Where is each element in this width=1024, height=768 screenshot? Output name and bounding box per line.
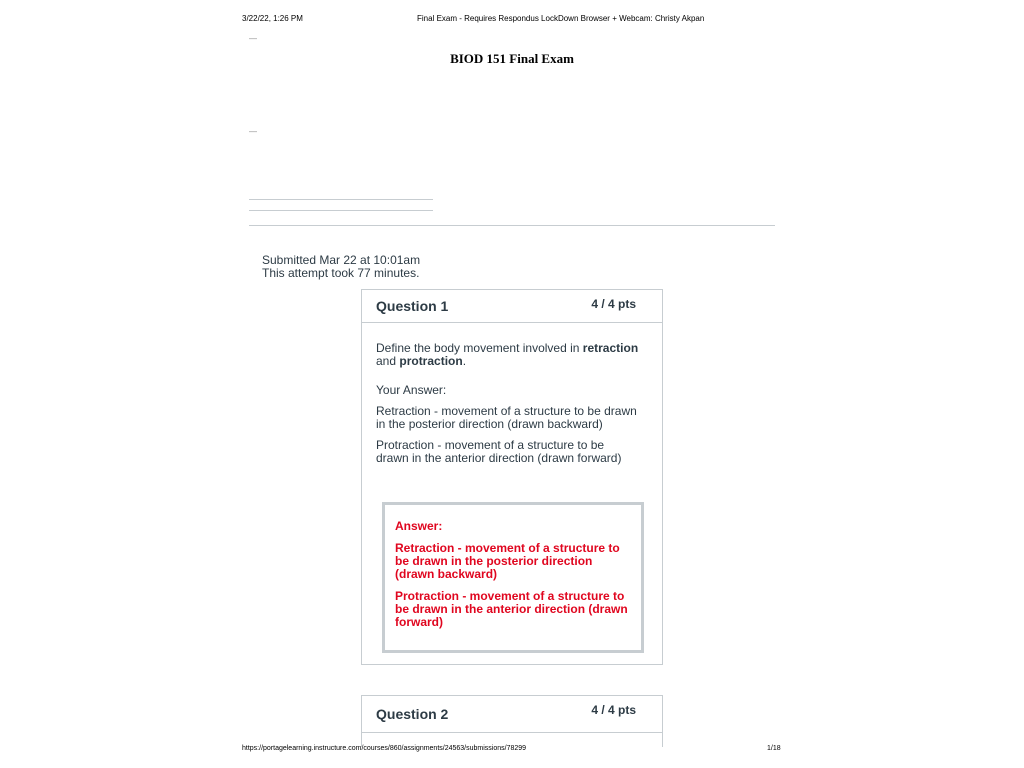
divider	[249, 225, 775, 226]
question-name: Question 1	[376, 298, 449, 314]
divider	[249, 210, 433, 211]
question-header	[362, 696, 662, 733]
correct-answer-text: Retraction - movement of a structure to be drawn in the posterior direction (drawn backward)	[395, 541, 620, 581]
question-points: 4 / 4 pts	[591, 703, 636, 717]
correct-answer-label: Answer:	[395, 519, 443, 533]
divider	[249, 199, 433, 200]
print-footer-url: https://portagelearning.instructure.com/courses/860/assignments/24563/submissions/78299	[242, 745, 527, 752]
submission-info	[262, 254, 420, 280]
prompt-term: protraction	[399, 354, 463, 368]
your-answer-text: Protraction - movement of a structure to be drawn in the anterior direction (drawn forward)	[376, 438, 622, 465]
attempt-duration: This attempt took 77 minutes.	[262, 266, 420, 280]
submitted-time: Submitted Mar 22 at 10:01am	[262, 253, 421, 267]
question-card-1	[361, 289, 663, 665]
question-body	[362, 323, 662, 465]
correct-answer-text: Protraction - movement of a structure to be drawn in the anterior direction (drawn forward)	[395, 589, 628, 629]
question-card-2	[361, 695, 663, 747]
dash-marker: —	[249, 34, 257, 43]
prompt-term: retraction	[582, 341, 639, 355]
exam-title: BIOD 151 Final Exam	[450, 51, 574, 66]
question-points: 4 / 4 pts	[591, 297, 636, 311]
question-name: Question 2	[376, 706, 449, 722]
correct-answer-box	[382, 502, 644, 653]
print-header-datetime: 3/22/22, 1:26 PM	[242, 14, 303, 23]
question-prompt: Define the body movement involved in retraction and protraction.	[376, 341, 639, 368]
your-answer-text: Retraction - movement of a structure to be drawn in the posterior direction (drawn backward)	[376, 404, 637, 431]
print-footer-page-number: 1/18	[767, 745, 781, 752]
dash-marker: —	[249, 127, 257, 136]
print-header-title: Final Exam - Requires Respondus LockDown Browser + Webcam: Christy Akpan	[417, 14, 705, 23]
question-header	[362, 290, 662, 323]
your-answer-label: Your Answer:	[376, 383, 447, 397]
